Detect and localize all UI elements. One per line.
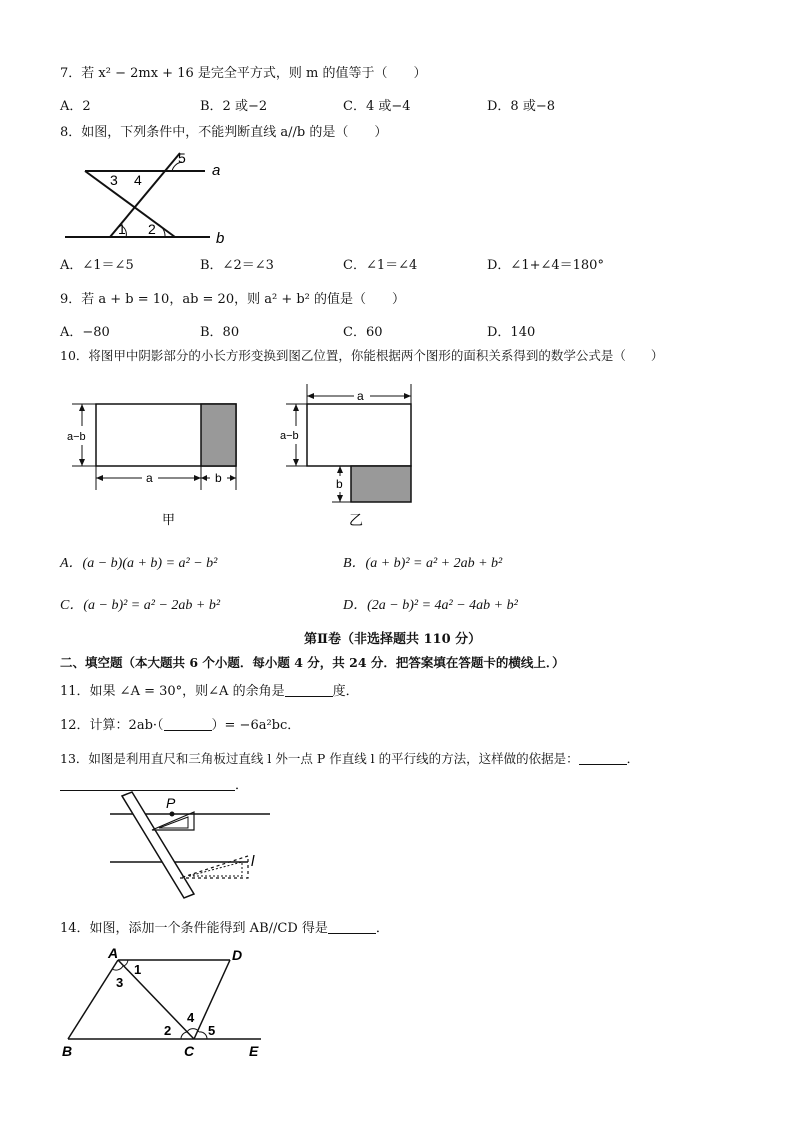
q12-answer-blank[interactable] xyxy=(164,718,212,731)
q10-option-d: D．(2a − b)² = 4a² − 4ab + b² xyxy=(343,598,518,613)
fill-in-heading: 二、填空题（本大题共 6 个小题．每小题 4 分，共 24 分．把答案填在答题卡的横线上．） xyxy=(60,655,565,670)
q8-label-3: 3 xyxy=(110,172,118,188)
q11-end: 度． xyxy=(332,684,359,699)
q10-fig2-caption: 乙 xyxy=(349,512,363,528)
q14-figure xyxy=(56,946,276,1061)
q8-label-1: 1 xyxy=(118,221,126,237)
q9-option-b: B．80 xyxy=(200,325,240,340)
q8-label-a: a xyxy=(212,162,221,179)
q10-fig2-b-label: b xyxy=(336,477,343,491)
q7-option-b: B．2 或−2 xyxy=(200,99,268,114)
q10-option-a: A．(a − b)(a + b) = a² − b² xyxy=(60,556,218,571)
q14-label-a: A xyxy=(108,945,119,961)
q7-option-a: A．2 xyxy=(60,99,91,114)
q14-label-5: 5 xyxy=(208,1023,216,1038)
q12-end: ）= −6a²bc． xyxy=(211,718,301,733)
q10-option-c: C．(a − b)² = a² − 2ab + b² xyxy=(60,598,221,613)
q8-option-b: B．∠2＝∠3 xyxy=(200,258,274,273)
q9-option-a: A．−80 xyxy=(60,325,110,340)
q8-label-2: 2 xyxy=(148,221,156,237)
q14-label-b: B xyxy=(62,1043,73,1059)
q10-option-b: B．(a + b)² = a² + 2ab + b² xyxy=(343,556,503,571)
q14-label-4: 4 xyxy=(187,1010,195,1025)
q8-label-4: 4 xyxy=(134,172,142,188)
q14-label-1: 1 xyxy=(134,962,142,977)
q8-stem: 8．如图，下列条件中，不能判断直线 a//b 的是（ ） xyxy=(60,125,388,140)
q8-label-5: 5 xyxy=(178,150,186,166)
q7-option-d: D．8 或−8 xyxy=(487,99,555,114)
q11 xyxy=(60,680,359,699)
q10-fig1-a-label: a xyxy=(146,471,153,485)
q8-option-a: A．∠1＝∠5 xyxy=(60,258,134,273)
q7-stem: 7．若 x² − 2mx + 16 是完全平方式，则 m 的值等于（ ） xyxy=(60,66,427,81)
q13-stem: 13．如图是利用直尺和三角板过直线 l 外一点 P 作直线 l 的平行线的方法，这样做的依据是： xyxy=(60,751,579,766)
q9-option-c: C．60 xyxy=(343,325,383,340)
q13-figure xyxy=(100,790,280,905)
q11-stem: 11．如果 ∠A = 30°，则∠A 的余角是 xyxy=(60,684,285,699)
q14-label-3: 3 xyxy=(116,975,124,990)
q8-option-c: C．∠1＝∠4 xyxy=(343,258,418,273)
q9-option-d: D．140 xyxy=(487,325,536,340)
q13 xyxy=(60,749,639,767)
q13-label-l: l xyxy=(251,853,255,870)
q8-figure xyxy=(60,145,240,250)
q13-end: ． xyxy=(235,778,249,793)
q14-label-d: D xyxy=(232,947,243,963)
q13-label-p: P xyxy=(166,795,176,811)
q14 xyxy=(60,917,389,936)
q13-answer-blank-1[interactable] xyxy=(579,752,627,765)
q12 xyxy=(60,714,300,733)
q10-fig1-side-label: a−b xyxy=(67,431,86,443)
q12-stem: 12．计算：2ab·（ xyxy=(60,718,164,733)
q10-fig1-b-label: b xyxy=(215,471,222,485)
q10-fig1-caption: 甲 xyxy=(162,512,176,527)
q13-stop: ． xyxy=(626,751,640,766)
section2-title: 第Ⅱ卷（非选择题共 110 分） xyxy=(304,632,482,647)
q14-label-c: C xyxy=(184,1043,195,1059)
q14-label-e: E xyxy=(249,1043,259,1059)
q10-fig2-side-label: a−b xyxy=(280,430,299,442)
q14-answer-blank[interactable] xyxy=(328,921,376,934)
q10-figure-jia xyxy=(60,390,260,530)
q9-stem: 9．若 a + b = 10，ab = 20，则 a² + b² 的值是（ ） xyxy=(60,292,406,307)
q8-option-d: D．∠1+∠4＝180° xyxy=(487,258,604,273)
q10-fig2-a-label: a xyxy=(357,389,364,403)
q8-label-b: b xyxy=(216,230,225,247)
q11-answer-blank[interactable] xyxy=(285,684,333,697)
q14-stem: 14．如图，添加一个条件能得到 AB//CD 得是 xyxy=(60,921,328,936)
q10-figure-yi xyxy=(276,382,436,532)
q14-label-2: 2 xyxy=(164,1023,172,1038)
q7-option-c: C．4 或−4 xyxy=(343,99,411,114)
q14-end: ． xyxy=(375,921,389,936)
q10-stem: 10．将图甲中阴影部分的小长方形变换到图乙位置，你能根据两个图形的面积关系得到的数学公式是（ ） xyxy=(60,348,664,363)
